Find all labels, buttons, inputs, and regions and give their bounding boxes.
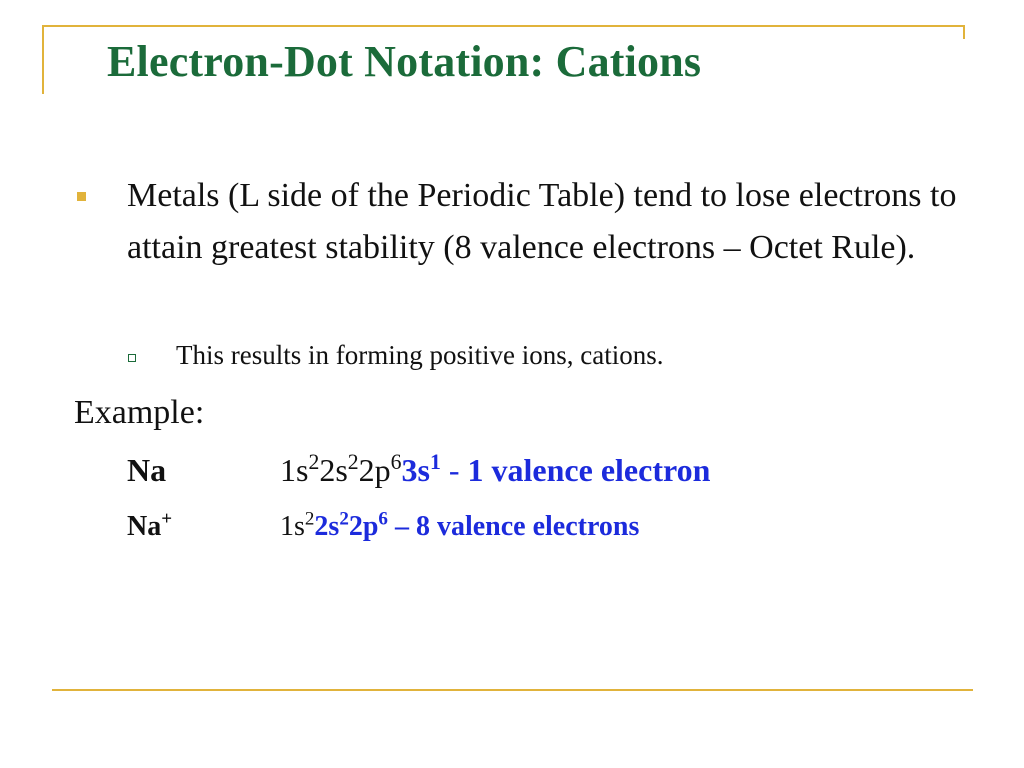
- sodium-configuration: [280, 446, 710, 494]
- sodium-ion-configuration: [280, 503, 639, 551]
- ion-orbital-2s: 2s: [314, 511, 340, 542]
- sodium-valence-description: 1 valence electron: [467, 452, 711, 488]
- orbital-3s-count: 1: [429, 450, 441, 475]
- orbital-3s: 3s: [401, 452, 430, 488]
- orbital-2s-count: 2: [347, 450, 359, 475]
- frame-right-line: [963, 25, 965, 39]
- ion-orbital-2s-count: 2: [339, 508, 349, 530]
- orbital-2p: 2p: [358, 452, 391, 488]
- orbital-1s: 1s: [280, 452, 309, 488]
- sodium-ion-element: Na: [127, 511, 162, 542]
- bullet-text: Metals (L side of the Periodic Table) tend to lose electrons to attain greatest stability (8 valence electrons – Octet Rule).: [127, 177, 957, 266]
- slide-title: Electron-Dot Notation: Cations: [107, 37, 702, 86]
- frame-left-line: [42, 25, 44, 94]
- footer-rule: [52, 689, 973, 691]
- sodium-symbol: Na: [127, 452, 167, 488]
- sub-bullet-text: This results in forming positive ions, cations.: [176, 340, 664, 370]
- orbital-1s-count: 2: [308, 450, 320, 475]
- ion-orbital-1s: 1s: [280, 511, 305, 542]
- square-bullet-icon: [77, 192, 86, 201]
- orbital-2p-count: 6: [390, 450, 402, 475]
- sodium-ion-charge: +: [161, 508, 173, 530]
- ion-orbital-2p: 2p: [348, 511, 379, 542]
- ion-orbital-1s-count: 2: [304, 508, 315, 530]
- example-label: Example:: [74, 394, 205, 431]
- orbital-2s: 2s: [319, 452, 348, 488]
- frame-top-line: [42, 25, 965, 27]
- sodium-ion-valence-description: – 8 valence electrons: [387, 511, 640, 542]
- ion-orbital-2p-count: 6: [378, 508, 388, 530]
- sodium-ion-symbol: [127, 503, 172, 551]
- row-dash: -: [440, 452, 468, 488]
- hollow-square-bullet-icon: [128, 354, 136, 362]
